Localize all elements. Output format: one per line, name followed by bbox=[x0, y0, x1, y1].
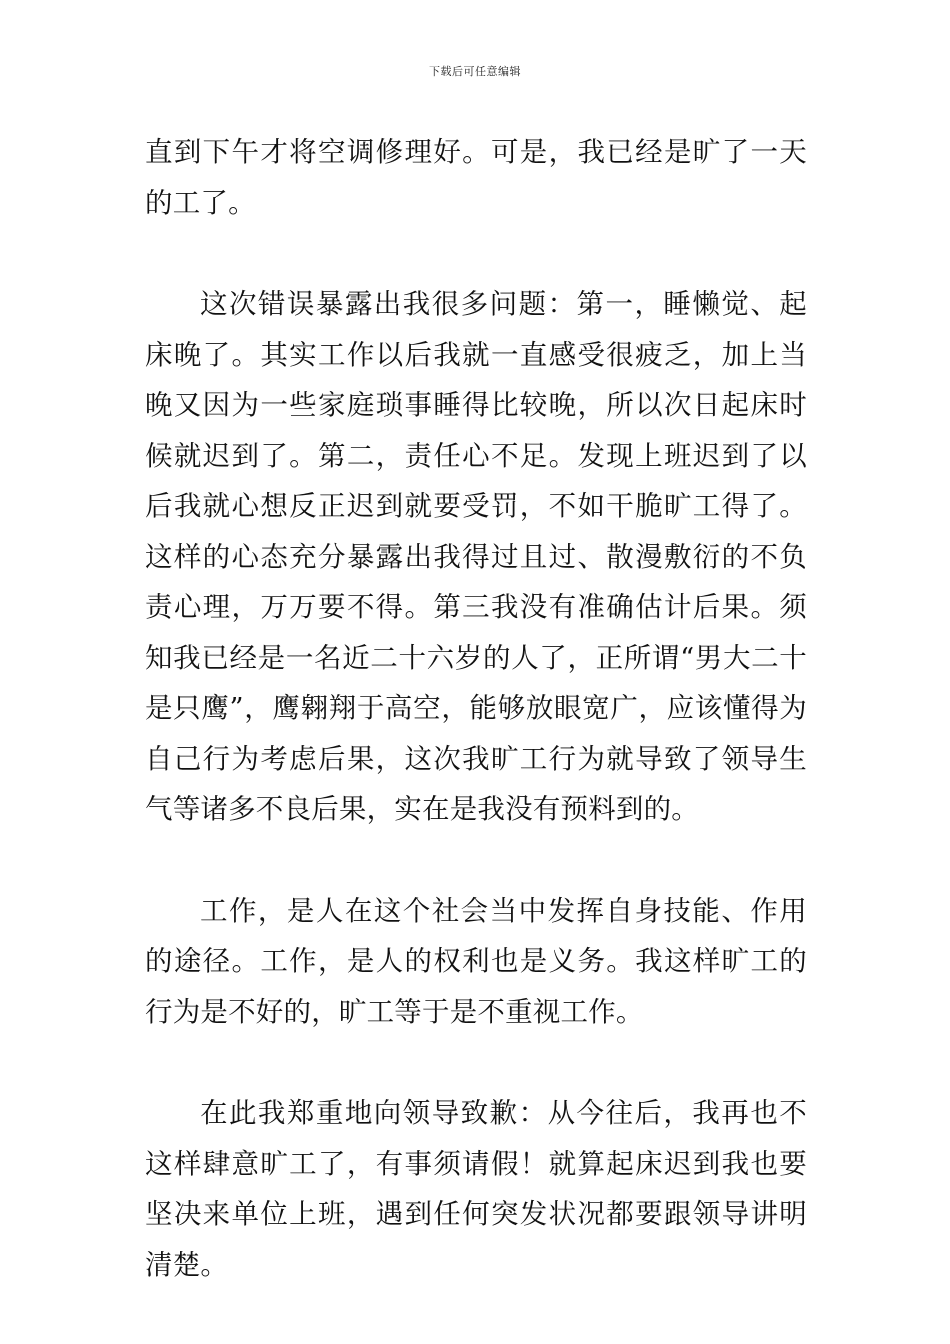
paragraph-spacer bbox=[145, 1037, 807, 1088]
paragraph-3: 工作，是人在这个社会当中发挥自身技能、作用的途径。工作，是人的权利也是义务。我这样旷工的行为是不好的，旷工等于是不重视工作。 bbox=[145, 894, 807, 1028]
paragraph-1: 直到下午才将空调修理好。可是，我已经是旷了一天的工了。 bbox=[145, 136, 807, 219]
paragraph-spacer bbox=[145, 228, 807, 279]
paragraph-4: 在此我郑重地向领导致歉：从今往后，我再也不这样肆意旷工了，有事须请假！就算起床迟到我也要坚决来单位上班，遇到任何突发状况都要跟领导讲明清楚。 bbox=[145, 1097, 807, 1281]
document-body bbox=[145, 127, 807, 1290]
paragraph-spacer bbox=[145, 835, 807, 886]
page-header: 下载后可任意编辑 bbox=[429, 65, 521, 78]
paragraph-2: 这次错误暴露出我很多问题：第一，睡懒觉、起床晚了。其实工作以后我就一直感受很疲乏，加上当晚又因为一些家庭琐事睡得比较晚，所以次日起床时候就迟到了。第二，责任心不足。发现上班迟到了以后我就心想反正迟到就要受罚，不如干脆旷工得了。这样的心态充分暴露出我得过且过、散漫敷衍的不负责心理，万万要不得。第三我没有准确估计后果。须知我已经是一名近二十六岁的人了，正所谓“男大二十是只鹰”，鹰翱翔于高空，能够放眼宽广，应该懂得为自己行为考虑后果，这次我旷工行为就导致了领导生气等诸多不良后果，实在是我没有预料到的。 bbox=[145, 288, 807, 825]
